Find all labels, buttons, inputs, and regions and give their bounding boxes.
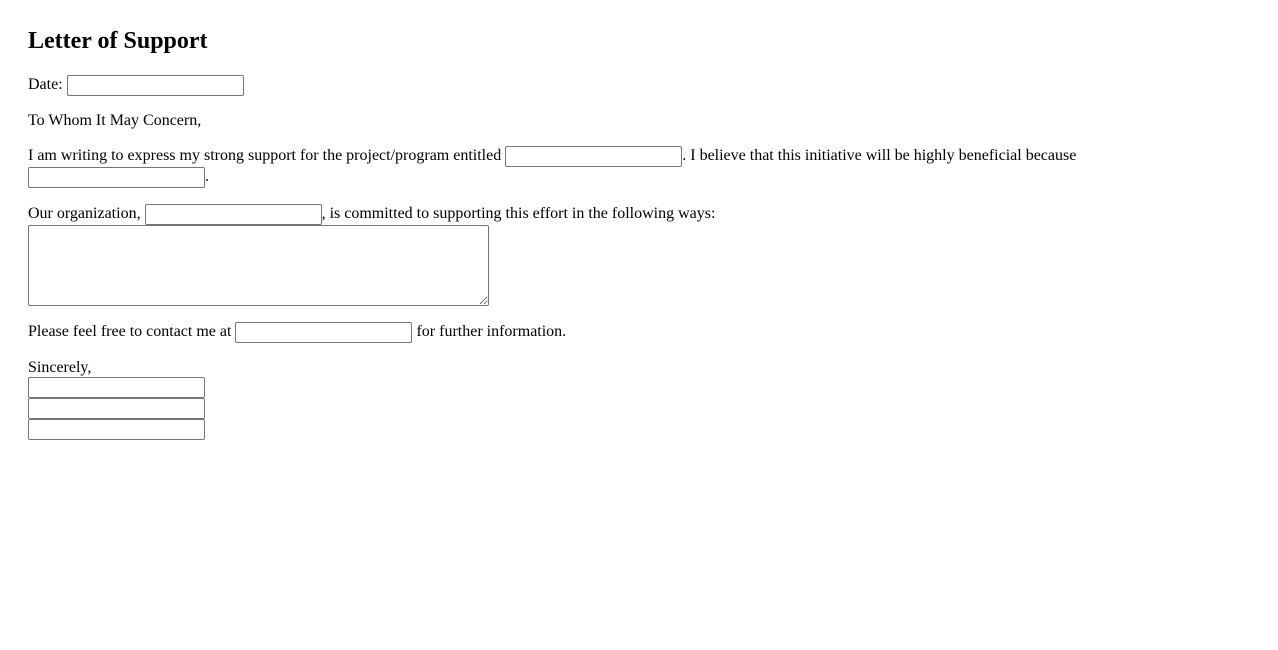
project-title-input[interactable] (505, 146, 682, 167)
signature-name-input[interactable] (28, 377, 205, 398)
closing: Sincerely, (28, 359, 92, 376)
date-label: Date: (28, 76, 63, 94)
paragraph-project (28, 146, 1076, 167)
salutation: To Whom It May Concern, (28, 112, 202, 129)
organization-intro-text: Our organization, (28, 205, 141, 223)
paragraph-contact (28, 322, 566, 343)
reason-input[interactable] (28, 167, 205, 188)
support-ways-textarea[interactable] (28, 225, 489, 306)
paragraph-project-continued (28, 167, 209, 188)
page-title: Letter of Support (28, 28, 208, 54)
date-input[interactable] (67, 75, 244, 96)
date-row (28, 75, 244, 96)
project-intro-text: I am writing to express my strong support for the project/program entitled (28, 147, 502, 165)
contact-input[interactable] (235, 322, 412, 343)
signature-organization-input[interactable] (28, 419, 205, 440)
contact-intro-text: Please feel free to contact me at (28, 323, 232, 341)
project-reason-text: . I believe that this initiative will be highly beneficial because (682, 147, 1077, 165)
organization-commitment-text: , is committed to supporting this effort in the following ways: (321, 205, 716, 223)
organization-input[interactable] (145, 204, 322, 225)
reason-period-text: . (205, 168, 209, 186)
signature-block (28, 377, 205, 440)
contact-outro-text: for further information. (416, 323, 567, 341)
paragraph-organization (28, 204, 715, 225)
signature-title-input[interactable] (28, 398, 205, 419)
